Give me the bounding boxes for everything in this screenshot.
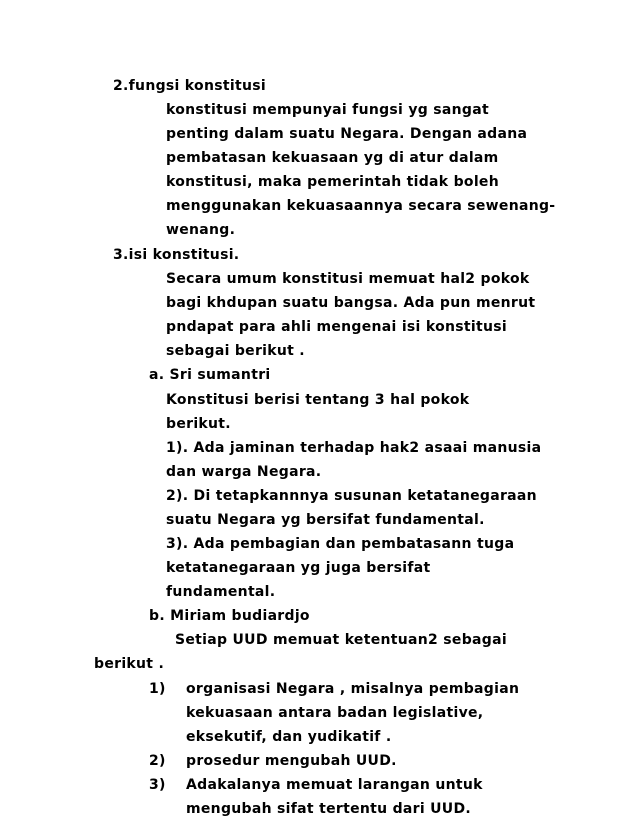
text-line: Secara umum konstitusi memuat hal2 pokok [166,271,530,287]
text-line: konstitusi, maka pemerintah tidak boleh [166,174,499,190]
subheading-miriam-budiardjo: b. Miriam budiardjo [149,608,310,624]
subheading-sri-sumantri: a. Sri sumantri [149,367,271,383]
text-line: ketatanegaraan yg juga bersifat [166,560,431,576]
text-line: mengubah sifat tertentu dari UUD. [186,801,471,817]
text-line: menggunakan kekuasaannya secara sewenang- [166,198,556,214]
text-line: eksekutif, dan yudikatif . [186,729,392,745]
text-line: Setiap UUD memuat ketentuan2 sebagai [175,632,507,648]
text-line: suatu Negara yg bersifat fundamental. [166,512,485,528]
list-item: prosedur mengubah UUD. [186,753,397,769]
text-line: kekuasaan antara badan legislative, [186,705,484,721]
text-line: fundamental. [166,584,276,600]
text-line: berikut . [94,656,165,672]
heading-isi: 3.isi konstitusi. [113,247,240,263]
list-item: organisasi Negara , misalnya pembagian [186,681,520,697]
text-line: Konstitusi berisi tentang 3 hal pokok [166,392,470,408]
text-line: pembatasan kekuasaan yg di atur dalam [166,150,499,166]
list-number: 1) [149,681,166,697]
text-line: penting dalam suatu Negara. Dengan adana [166,126,528,142]
heading-fungsi: 2.fungsi konstitusi [113,78,266,94]
list-item: 2). Di tetapkannnya susunan ketatanegaraan [166,488,537,504]
text-line: konstitusi mempunyai fungsi yg sangat [166,102,489,118]
text-line: sebagai berikut . [166,343,305,359]
list-item: 1). Ada jaminan terhadap hak2 asaai manusia [166,440,542,456]
text-line: bagi khdupan suatu bangsa. Ada pun menrut [166,295,536,311]
list-number: 2) [149,753,166,769]
list-item: 3). Ada pembagian dan pembatasann tuga [166,536,515,552]
text-line: pndapat para ahli mengenai isi konstitusi [166,319,507,335]
list-item: Adakalanya memuat larangan untuk [186,777,483,793]
text-line: berikut. [166,416,231,432]
text-line: wenang. [166,222,236,238]
list-number: 3) [149,777,166,793]
text-line: dan warga Negara. [166,464,322,480]
